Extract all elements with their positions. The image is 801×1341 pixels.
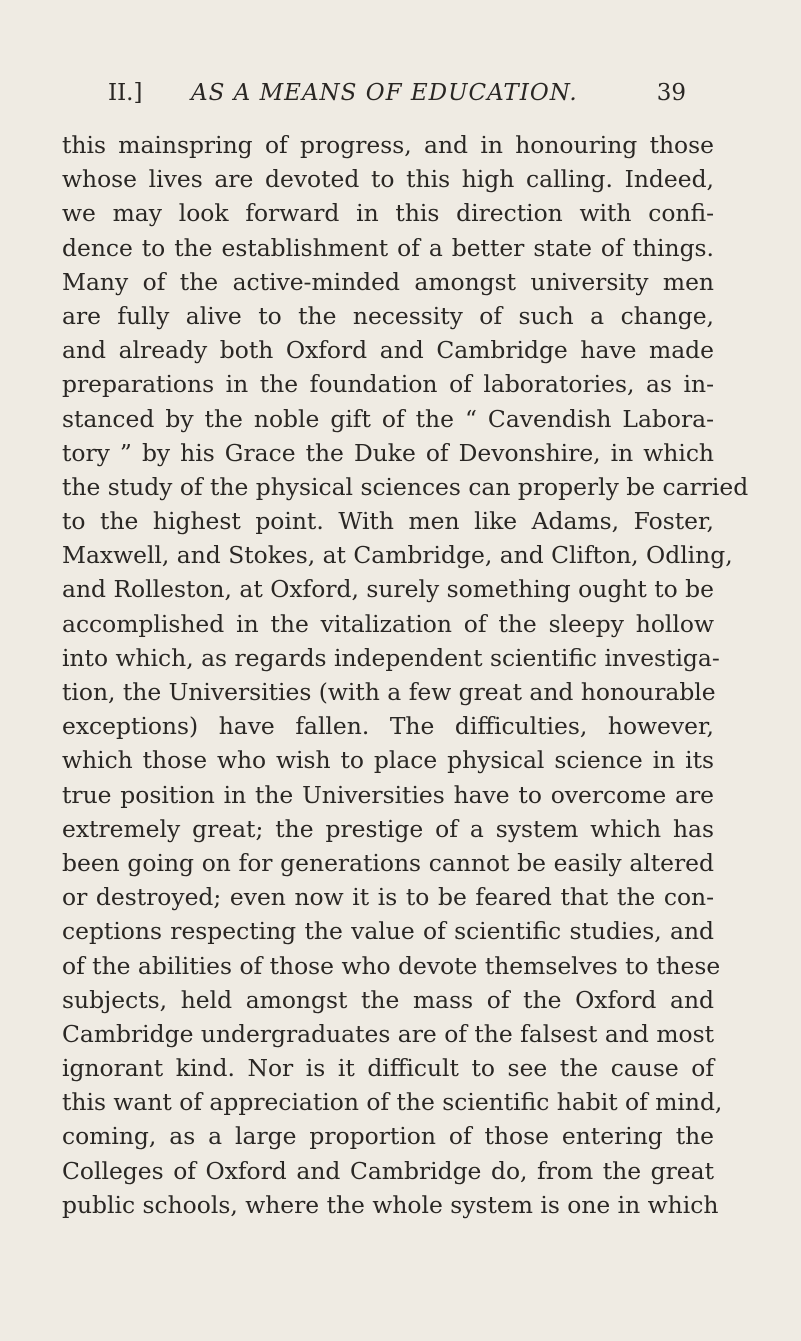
text-line: dence to the establishment of a better state of things. — [62, 233, 714, 262]
text-line: Cambridge undergraduates are of the falsest and most — [62, 1019, 714, 1048]
text-line: ignorant kind. Nor is it difficult to see the cause of — [62, 1054, 714, 1083]
text-line: the study of the physical sciences can properly be carried — [62, 472, 749, 501]
running-title: AS A MEANS OF EDUCATION. — [191, 80, 578, 106]
text-line: to the highest point. With men like Adams, Foster, — [62, 507, 714, 536]
text-line: ceptions respecting the value of scientific studies, and — [62, 917, 714, 946]
text-line: whose lives are devoted to this high calling. Indeed, — [62, 165, 714, 194]
text-line: true position in the Universities have to overcome are — [62, 780, 714, 809]
page-number: 39 — [656, 80, 686, 106]
running-header — [108, 80, 686, 110]
text-line: we may look forward in this direction with confi- — [62, 199, 714, 228]
body-text — [62, 128, 749, 1222]
text-line: subjects, held amongst the mass of the Oxford and — [62, 985, 714, 1014]
text-line: which those who wish to place physical science in its — [62, 746, 714, 775]
text-line: stanced by the noble gift of the “ Cavendish Labora- — [62, 404, 714, 433]
text-line: Many of the active-minded amongst university men — [62, 267, 714, 296]
chapter-number: II.] — [108, 80, 143, 106]
text-line: or destroyed; even now it is to be feared that the con- — [62, 883, 714, 912]
text-line: been going on for generations cannot be easily altered — [62, 848, 714, 877]
text-line: this want of appreciation of the scientific habit of mind, — [62, 1088, 723, 1117]
text-line: accomplished in the vitalization of the sleepy hollow — [62, 609, 714, 638]
text-line: coming, as a large proportion of those entering the — [62, 1122, 714, 1151]
text-line: preparations in the foundation of laboratories, as in- — [62, 370, 714, 399]
text-line: of the abilities of those who devote themselves to these — [62, 951, 721, 980]
text-line: are fully alive to the necessity of such a change, — [62, 301, 714, 330]
text-line: public schools, where the whole system is one in which — [62, 1190, 719, 1219]
text-line: and already both Oxford and Cambridge have made — [62, 336, 714, 365]
text-line: Maxwell, and Stokes, at Cambridge, and Clifton, Odling, — [62, 541, 733, 570]
text-line: this mainspring of progress, and in honouring those — [62, 131, 714, 159]
text-line: tory ” by his Grace the Duke of Devonshire, in which — [62, 438, 714, 467]
text-line: tion, the Universities (with a few great and honourable — [62, 678, 716, 706]
text-line: into which, as regards independent scientific investiga- — [62, 643, 720, 672]
text-line: extremely great; the prestige of a system which has — [62, 814, 714, 843]
text-line: and Rolleston, at Oxford, surely something ought to be — [62, 575, 714, 604]
text-line: exceptions) have fallen. The difficulties, however, — [62, 712, 714, 741]
text-line: Colleges of Oxford and Cambridge do, from the great — [62, 1156, 714, 1185]
